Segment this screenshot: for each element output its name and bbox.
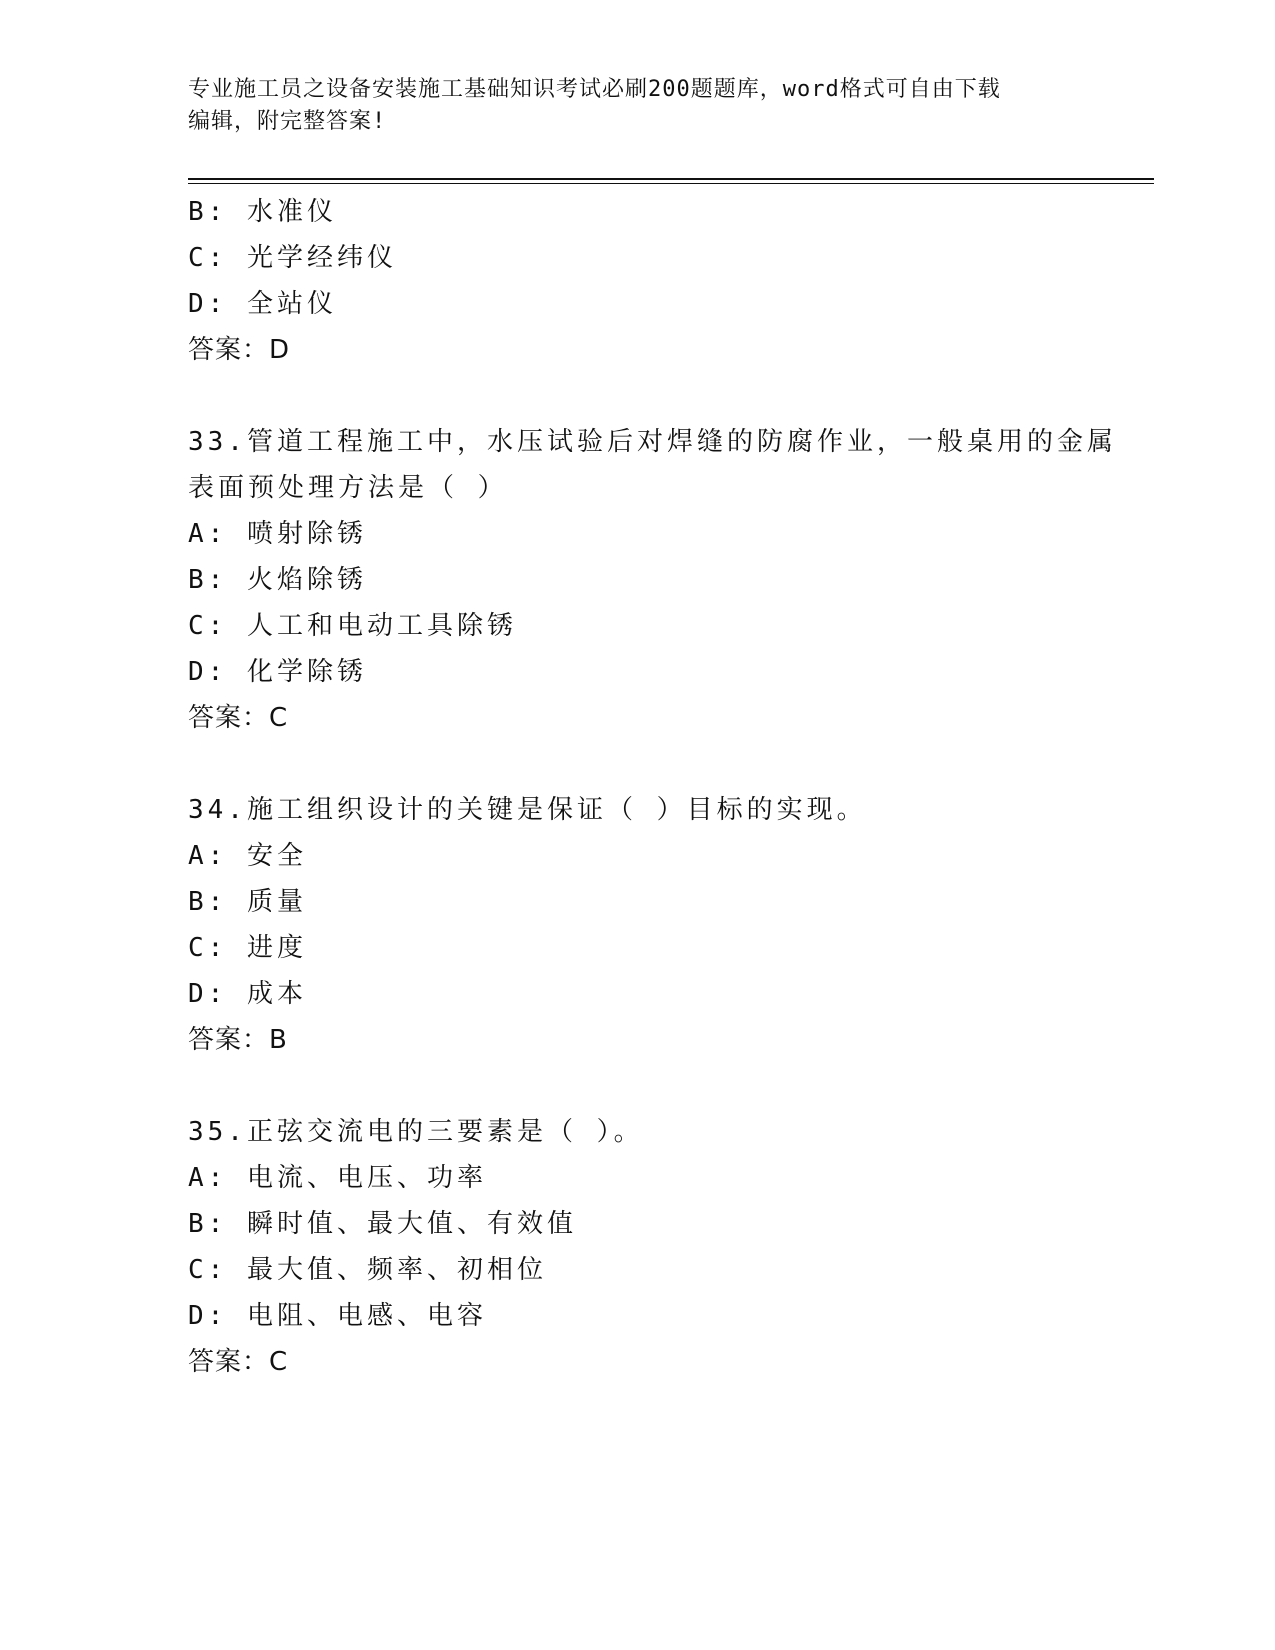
option-c: C: 进度 [188, 933, 307, 963]
question-35 [188, 1109, 1108, 1385]
question-stem-continued: 表面预处理方法是（ ） [188, 473, 508, 503]
option-b: B: 质量 [188, 887, 307, 917]
question-stem: 34.施工组织设计的关键是保证（ ）目标的实现。 [188, 795, 867, 825]
option-c: C: 最大值、频率、初相位 [188, 1255, 547, 1285]
option-b: B: 水准仪 [188, 197, 337, 227]
header-title-line-2: 编辑，附完整答案! [188, 109, 387, 134]
option-a: A: 安全 [188, 841, 307, 871]
question-list [188, 189, 1117, 1385]
option-c: C: 人工和电动工具除锈 [188, 611, 517, 641]
option-a: A: 喷射除锈 [188, 519, 367, 549]
option-c: C: 光学经纬仪 [188, 243, 397, 273]
option-a: A: 电流、电压、功率 [188, 1163, 487, 1193]
option-b: B: 瞬时值、最大值、有效值 [188, 1209, 577, 1239]
question-stem: 33.管道工程施工中，水压试验后对焊缝的防腐作业，一般桌用的金属 [188, 427, 1117, 457]
answer-line: 答案：C [188, 703, 289, 733]
option-d: D: 化学除锈 [188, 657, 367, 687]
header-title-line-1: 专业施工员之设备安装施工基础知识考试必刷200题题库，word格式可自由下载 [188, 77, 1001, 102]
spacer [188, 741, 1108, 787]
option-d: D: 电阻、电感、电容 [188, 1301, 487, 1331]
question-34 [188, 787, 1108, 1063]
answer-line: 答案：C [188, 1347, 289, 1377]
question-stem: 35.正弦交流电的三要素是（ ）。 [188, 1117, 644, 1147]
answer-line: 答案：B [188, 1025, 288, 1055]
option-d: D: 全站仪 [188, 289, 337, 319]
question-33 [188, 419, 1117, 741]
question-32-continuation [188, 189, 1108, 373]
option-b: B: 火焰除锈 [188, 565, 367, 595]
spacer [188, 1063, 1108, 1109]
option-d: D: 成本 [188, 979, 307, 1009]
document-header [188, 74, 1088, 138]
answer-line: 答案：D [188, 335, 291, 365]
spacer [188, 373, 1108, 419]
header-divider-thin [188, 183, 1154, 184]
header-divider-thick [188, 178, 1154, 180]
